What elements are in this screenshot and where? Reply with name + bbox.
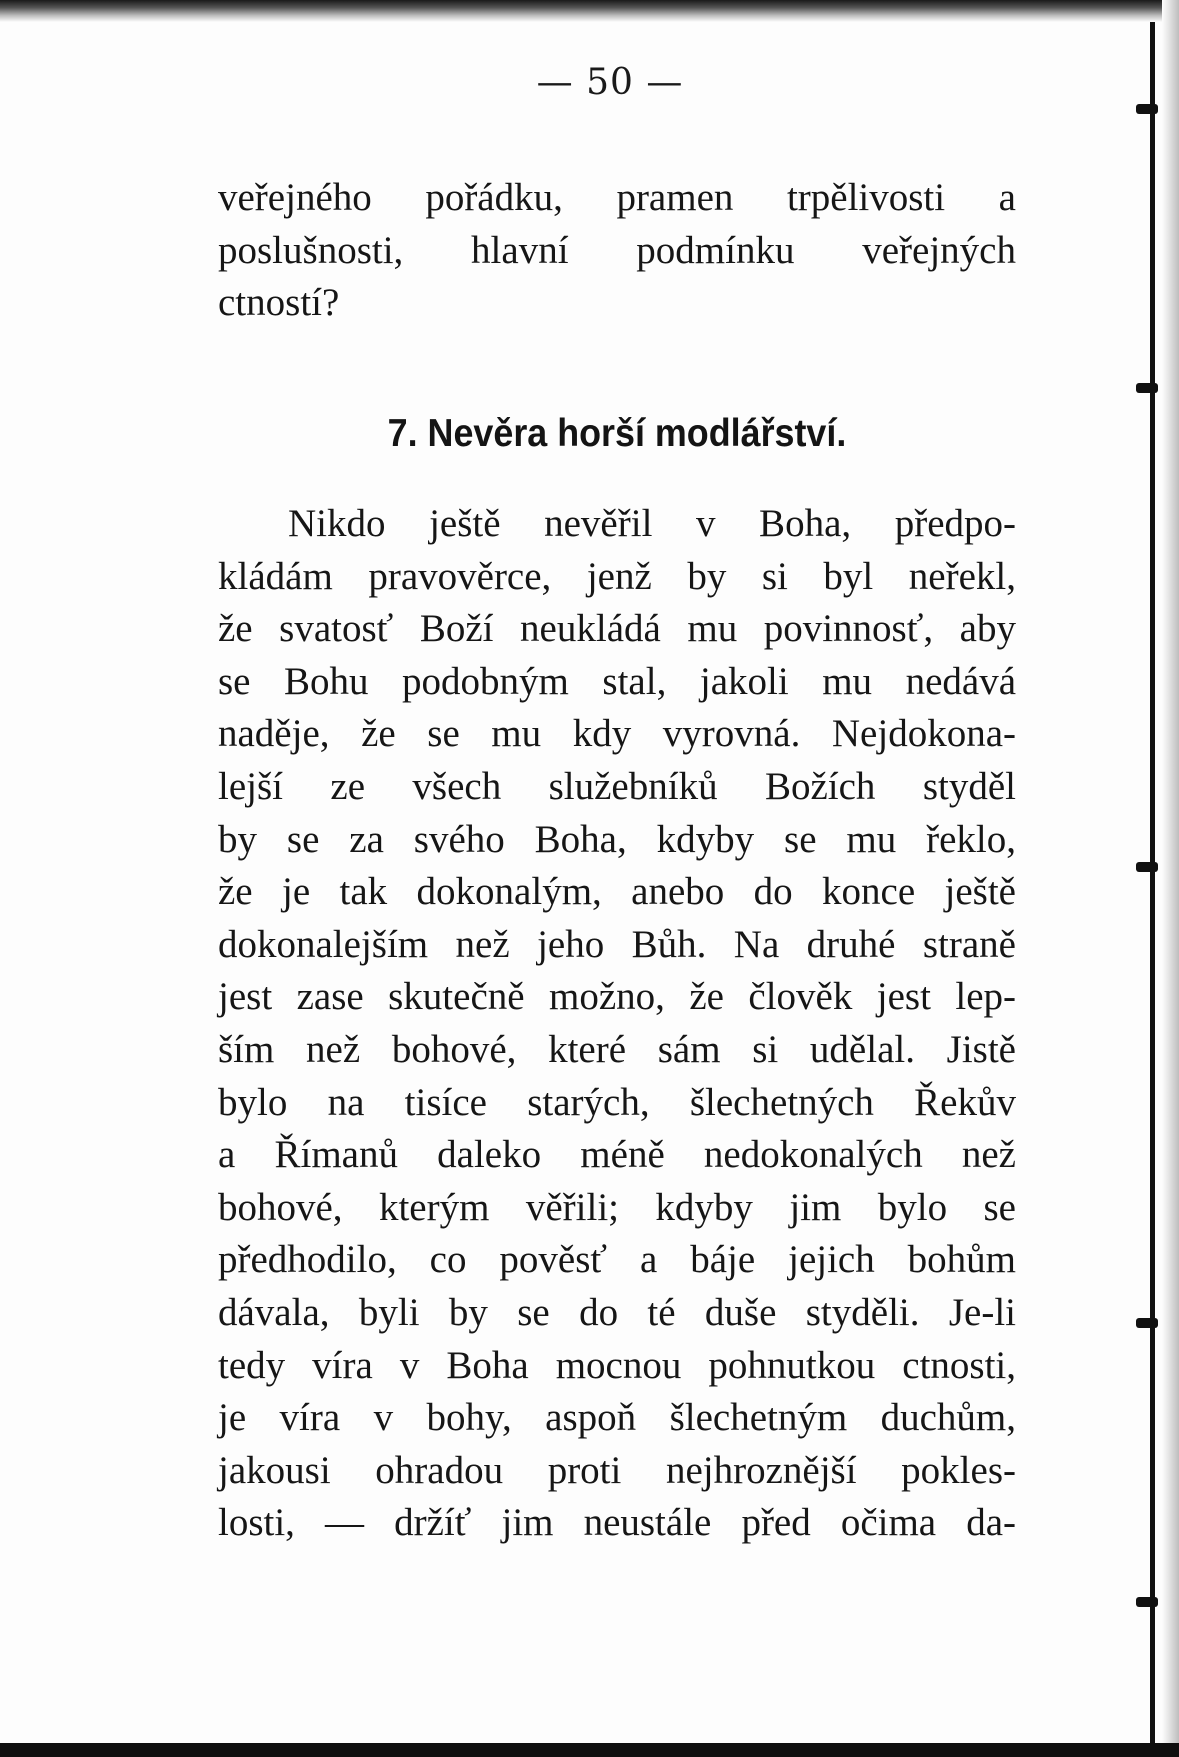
paragraph-continued bbox=[218, 172, 1016, 330]
scan-right-rule bbox=[1150, 22, 1155, 1743]
text-line: by se za svého Boha, kdyby se mu řeklo, bbox=[218, 817, 1016, 861]
text-line: losti, — držíť jim neustále před očima da- bbox=[218, 1501, 1016, 1545]
text-line: je víra v bohy, aspoň šlechetným duchům, bbox=[218, 1396, 1016, 1440]
text-line: jakousi ohradou proti nejhroznější pokles- bbox=[218, 1448, 1016, 1492]
text-line: bohové, kterým věřili; kdyby jim bylo se bbox=[218, 1185, 1016, 1229]
paragraph-main bbox=[218, 498, 1016, 1550]
text-line: se Bohu podobným stal, jakoli mu nedává bbox=[218, 659, 1016, 703]
text-line: Nikdo ještě nevěřil v Boha, předpo- bbox=[288, 502, 1016, 545]
binding-mark bbox=[1136, 1318, 1158, 1328]
text-line: že svatosť Boží neukládá mu povinnosť, aby bbox=[218, 607, 1016, 651]
text-line: předhodilo, co pověsť a báje jejich bohům bbox=[218, 1238, 1016, 1282]
text-line: ctností? bbox=[218, 281, 340, 325]
text-line: kládám pravověrce, jenž by si byl neřekl, bbox=[218, 554, 1016, 598]
section-heading: 7. Nevěra horší modlářství. bbox=[387, 412, 847, 455]
binding-mark bbox=[1136, 862, 1158, 872]
text-line: dokonalejším než jeho Bůh. Na druhé straně bbox=[218, 922, 1016, 966]
text-line: lejší ze všech služebníků Božích styděl bbox=[218, 764, 1016, 808]
text-line: a Římanů daleko méně nedokonalých než bbox=[218, 1133, 1016, 1177]
text-line: ším než bohové, které sám si udělal. Jistě bbox=[218, 1027, 1016, 1071]
text-line: veřejného pořádku, pramen trpělivosti a bbox=[218, 176, 1016, 219]
binding-mark bbox=[1136, 104, 1158, 114]
text-line: že je tak dokonalým, anebo do konce ještě bbox=[218, 870, 1016, 914]
text-line: tedy víra v Boha mocnou pohnutkou ctnosti, bbox=[218, 1343, 1016, 1387]
binding-mark bbox=[1136, 383, 1158, 393]
text-line: bylo na tisíce starých, šlechetných Řekův bbox=[218, 1080, 1016, 1124]
scan-top-edge bbox=[0, 0, 1179, 22]
page-number: — 50 — bbox=[536, 62, 684, 103]
text-line: naděje, že se mu kdy vyrovná. Nejdokona- bbox=[218, 712, 1016, 756]
text-line: poslušnosti, hlavní podmínku veřejných bbox=[218, 228, 1016, 272]
scan-bottom-edge bbox=[0, 1743, 1179, 1757]
scan-right-edge bbox=[1162, 0, 1179, 1757]
binding-mark bbox=[1136, 1597, 1158, 1607]
text-line: dávala, byli by se do té duše styděli. Je-li bbox=[218, 1290, 1016, 1334]
text-line: jest zase skutečně možno, že člověk jest lep- bbox=[218, 975, 1016, 1019]
